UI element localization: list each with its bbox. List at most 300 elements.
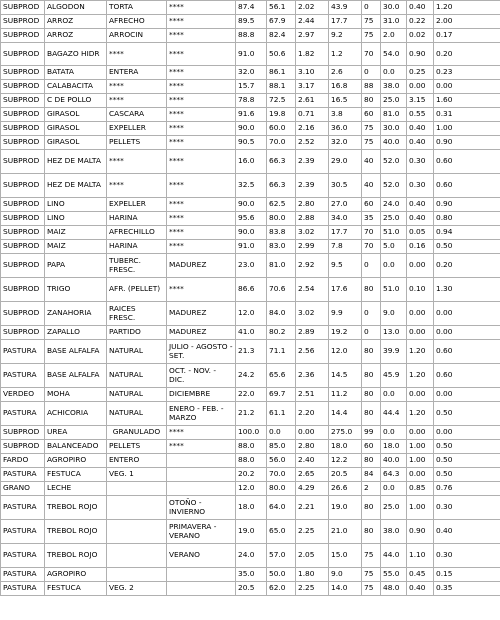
table-cell: SUBPROD [1, 254, 45, 278]
table-cell: 32.5 [236, 174, 267, 198]
table-cell: 0.02 [407, 29, 434, 43]
table-cell: 7.8 [329, 240, 362, 254]
table-cell: 2.89 [296, 326, 329, 340]
table-cell: 0.00 [407, 326, 434, 340]
table-cell: 0.40 [434, 520, 500, 544]
table-cell: 80 [362, 364, 381, 388]
table-cell: PASTURA [1, 340, 45, 364]
table-cell: 15.7 [236, 80, 267, 94]
table-cell: GIRASOL [45, 122, 107, 136]
table-cell: 0.25 [407, 66, 434, 80]
table-cell: 0.40 [407, 1, 434, 15]
table-row [1, 364, 500, 388]
table-cell: 25.0 [381, 94, 407, 108]
table-cell: 1.00 [407, 440, 434, 454]
table-cell: 0.55 [407, 108, 434, 122]
table-cell: 0.00 [407, 468, 434, 482]
table-cell: 11.2 [329, 388, 362, 402]
table-cell: 81.0 [267, 254, 296, 278]
table-cell: 2.16 [296, 122, 329, 136]
table-cell: 0.17 [434, 29, 500, 43]
table-row [1, 496, 500, 520]
table-cell: PASTURA [1, 544, 45, 568]
table-cell: 0.0 [381, 426, 407, 440]
table-cell: **** [167, 94, 236, 108]
table-cell: 0.0 [381, 388, 407, 402]
table-cell: 71.1 [267, 340, 296, 364]
table-cell: 64.3 [381, 468, 407, 482]
table-cell: 2.21 [296, 496, 329, 520]
table-cell: 60.0 [267, 122, 296, 136]
table-cell: 88 [362, 80, 381, 94]
table-cell: 0.30 [407, 150, 434, 174]
table-cell [167, 454, 236, 468]
table-cell: 0.90 [434, 136, 500, 150]
table-cell: 0.40 [407, 198, 434, 212]
table-cell: 26.6 [329, 482, 362, 496]
table-cell: 62.0 [267, 582, 296, 596]
table-cell: SUBPROD [1, 174, 45, 198]
table-cell: **** [167, 440, 236, 454]
table-cell: PARTIDO [107, 326, 167, 340]
table-cell: 0.00 [434, 426, 500, 440]
table-body [1, 1, 500, 596]
table-cell: ARROZ [45, 29, 107, 43]
table-row [1, 326, 500, 340]
table-cell: LINO [45, 212, 107, 226]
table-cell: 19.2 [329, 326, 362, 340]
table-cell: 0.20 [434, 43, 500, 66]
table-cell: 17.7 [329, 226, 362, 240]
table-cell: 0.20 [434, 254, 500, 278]
table-cell: 0.90 [407, 43, 434, 66]
table-cell: MADUREZ [167, 326, 236, 340]
table-cell: 86.6 [236, 278, 267, 302]
table-cell: ENTERO [107, 454, 167, 468]
table-cell: ACHICORIA [45, 402, 107, 426]
table-cell [167, 568, 236, 582]
table-cell: 0.94 [434, 226, 500, 240]
table-cell: 0.40 [407, 212, 434, 226]
table-cell: 4.29 [296, 482, 329, 496]
table-cell: BASE ALFALFA [45, 340, 107, 364]
table-cell: ZANAHORIA [45, 302, 107, 326]
table-row [1, 426, 500, 440]
table-cell: 1.00 [407, 454, 434, 468]
table-cell: 40 [362, 174, 381, 198]
table-cell: 24.0 [381, 198, 407, 212]
table-cell: 57.0 [267, 544, 296, 568]
table-cell: 30.0 [381, 1, 407, 15]
table-cell: MAIZ [45, 226, 107, 240]
table-cell: 41.0 [236, 326, 267, 340]
table-cell: 21.0 [329, 520, 362, 544]
table-row [1, 278, 500, 302]
table-row [1, 440, 500, 454]
table-cell: TUBERC. FRESC. [107, 254, 167, 278]
table-cell: PASTURA [1, 520, 45, 544]
table-cell: 0.0 [381, 254, 407, 278]
table-cell: 84 [362, 468, 381, 482]
table-cell: PELLETS [107, 136, 167, 150]
table-cell: ARROZ [45, 15, 107, 29]
table-cell: **** [167, 29, 236, 43]
table-cell: OCT. - NOV. - DIC. [167, 364, 236, 388]
table-cell: 0.50 [434, 454, 500, 468]
table-cell: NATURAL [107, 340, 167, 364]
table-cell: 275.0 [329, 426, 362, 440]
table-cell: SUBPROD [1, 198, 45, 212]
table-cell: SUBPROD [1, 440, 45, 454]
table-cell: 90.0 [236, 122, 267, 136]
table-cell: 80.2 [267, 326, 296, 340]
table-cell: 0.50 [434, 240, 500, 254]
table-cell: 30.0 [381, 122, 407, 136]
table-cell: SUBPROD [1, 326, 45, 340]
table-row [1, 94, 500, 108]
table-cell [167, 468, 236, 482]
table-cell: 0.90 [407, 520, 434, 544]
table-cell: 90.5 [236, 136, 267, 150]
table-cell: 70.6 [267, 278, 296, 302]
table-cell: 90.0 [236, 226, 267, 240]
table-cell: 13.0 [381, 326, 407, 340]
table-cell: 0.60 [434, 150, 500, 174]
table-cell: PASTURA [1, 402, 45, 426]
table-cell: 90.0 [236, 198, 267, 212]
table-cell: 0.45 [407, 568, 434, 582]
table-cell: 70.0 [267, 136, 296, 150]
table-cell: 0.00 [407, 426, 434, 440]
table-cell: 45.9 [381, 364, 407, 388]
table-cell: PASTURA [1, 364, 45, 388]
table-cell: TRIGO [45, 278, 107, 302]
table-cell: 0.15 [434, 568, 500, 582]
table-cell: 32.0 [329, 136, 362, 150]
table-cell: 30.5 [329, 174, 362, 198]
table-cell: 2.56 [296, 340, 329, 364]
table-cell: EXPELLER [107, 198, 167, 212]
table-cell: 35 [362, 212, 381, 226]
table-cell: SUBPROD [1, 80, 45, 94]
table-cell: ZAPALLO [45, 326, 107, 340]
table-cell: 1.20 [407, 402, 434, 426]
table-cell: 0.60 [434, 174, 500, 198]
table-cell: HEZ DE MALTA [45, 174, 107, 198]
table-cell: 19.8 [267, 108, 296, 122]
table-cell: 87.4 [236, 1, 267, 15]
table-cell: 75 [362, 29, 381, 43]
table-cell: VEG. 2 [107, 582, 167, 596]
table-cell: **** [167, 240, 236, 254]
table-cell: 80 [362, 520, 381, 544]
table-cell: 66.3 [267, 150, 296, 174]
table-cell: FARDO [1, 454, 45, 468]
table-row [1, 226, 500, 240]
table-cell: 24.0 [236, 544, 267, 568]
table-cell: 0.40 [407, 122, 434, 136]
table-cell: 60 [362, 440, 381, 454]
table-cell: 80 [362, 402, 381, 426]
table-cell [107, 496, 167, 520]
table-cell: **** [107, 94, 167, 108]
table-cell: TREBOL ROJO [45, 544, 107, 568]
table-cell: SUBPROD [1, 426, 45, 440]
table-cell: 0.60 [434, 364, 500, 388]
table-cell: MADUREZ [167, 254, 236, 278]
table-cell: SUBPROD [1, 150, 45, 174]
table-cell: **** [167, 150, 236, 174]
table-cell: 22.0 [236, 388, 267, 402]
table-cell: 0.00 [407, 80, 434, 94]
table-cell: 15.0 [329, 544, 362, 568]
table-cell: OTOÑO - INVIERNO [167, 496, 236, 520]
table-cell: 81.0 [381, 108, 407, 122]
table-cell: 35.0 [236, 568, 267, 582]
table-cell: 80.0 [267, 482, 296, 496]
table-row [1, 240, 500, 254]
table-cell: 0.90 [434, 198, 500, 212]
table-cell: FESTUCA [45, 468, 107, 482]
table-cell: GIRASOL [45, 136, 107, 150]
table-cell: 61.1 [267, 402, 296, 426]
table-cell: 80.0 [267, 212, 296, 226]
table-cell: 0.30 [407, 174, 434, 198]
table-cell: 2 [362, 482, 381, 496]
table-cell: SUBPROD [1, 66, 45, 80]
table-cell: 0.40 [407, 136, 434, 150]
table-cell: 3.8 [329, 108, 362, 122]
table-cell: 0.00 [407, 254, 434, 278]
table-cell: 2.88 [296, 212, 329, 226]
table-cell: **** [107, 150, 167, 174]
table-cell: 0.00 [434, 326, 500, 340]
table-row [1, 174, 500, 198]
table-cell: 0.50 [434, 440, 500, 454]
table-cell: 0 [362, 1, 381, 15]
table-cell: **** [167, 108, 236, 122]
table-cell: 12.0 [236, 482, 267, 496]
table-cell: SUBPROD [1, 226, 45, 240]
table-cell: NATURAL [107, 364, 167, 388]
table-cell: SUBPROD [1, 94, 45, 108]
table-cell: C DE POLLO [45, 94, 107, 108]
table-cell: **** [167, 278, 236, 302]
table-cell: 0.40 [407, 582, 434, 596]
table-cell: 91.0 [236, 43, 267, 66]
table-cell: 0.0 [381, 66, 407, 80]
table-cell: 60 [362, 108, 381, 122]
table-cell: 1.00 [407, 496, 434, 520]
table-cell: 44.0 [381, 544, 407, 568]
table-cell: 75 [362, 544, 381, 568]
table-cell: 50.6 [267, 43, 296, 66]
table-cell: 2.80 [296, 198, 329, 212]
table-cell: 100.0 [236, 426, 267, 440]
table-cell: 0 [362, 66, 381, 80]
table-cell: 21.2 [236, 402, 267, 426]
table-cell: 16.8 [329, 80, 362, 94]
table-cell: 2.52 [296, 136, 329, 150]
table-cell: 51.0 [381, 278, 407, 302]
table-cell: PRIMAVERA - VERANO [167, 520, 236, 544]
table-cell: 1.30 [434, 278, 500, 302]
table-cell: 70 [362, 240, 381, 254]
table-cell: 65.0 [267, 520, 296, 544]
table-cell: 0.85 [407, 482, 434, 496]
table-cell: CALABACITA [45, 80, 107, 94]
table-cell: 67.9 [267, 15, 296, 29]
table-cell [167, 482, 236, 496]
table-cell: 2.92 [296, 254, 329, 278]
table-row [1, 15, 500, 29]
table-row [1, 482, 500, 496]
table-cell: 2.05 [296, 544, 329, 568]
table-cell: 86.1 [267, 66, 296, 80]
table-cell: NATURAL [107, 402, 167, 426]
table-cell: 16.5 [329, 94, 362, 108]
table-cell: 75 [362, 582, 381, 596]
table-cell: 80 [362, 388, 381, 402]
table-cell: 34.0 [329, 212, 362, 226]
table-cell: NATURAL [107, 388, 167, 402]
table-cell: TREBOL ROJO [45, 496, 107, 520]
table-cell: 16.0 [236, 150, 267, 174]
table-cell: 0 [362, 302, 381, 326]
table-cell: 65.6 [267, 364, 296, 388]
table-cell: UREA [45, 426, 107, 440]
table-cell: 1.10 [407, 544, 434, 568]
table-cell: **** [167, 43, 236, 66]
table-cell: 80 [362, 496, 381, 520]
table-cell: 82.4 [267, 29, 296, 43]
table-cell: 2.51 [296, 388, 329, 402]
table-row [1, 136, 500, 150]
table-row [1, 568, 500, 582]
table-cell: 52.0 [381, 150, 407, 174]
table-cell: 2.25 [296, 582, 329, 596]
table-cell: CASCARA [107, 108, 167, 122]
table-cell: 80 [362, 94, 381, 108]
table-cell: SUBPROD [1, 122, 45, 136]
table-cell: AGROPIRO [45, 568, 107, 582]
table-cell: 2.02 [296, 1, 329, 15]
table-cell: 0.22 [407, 15, 434, 29]
table-cell: 39.9 [381, 340, 407, 364]
table-cell: 0.60 [434, 340, 500, 364]
table-cell: ALGODON [45, 1, 107, 15]
table-cell: 14.5 [329, 364, 362, 388]
table-cell: 40 [362, 150, 381, 174]
table-cell: BATATA [45, 66, 107, 80]
table-cell: HEZ DE MALTA [45, 150, 107, 174]
table-cell: **** [107, 43, 167, 66]
table-cell: 1.20 [407, 340, 434, 364]
table-cell: **** [167, 15, 236, 29]
table-cell: 1.20 [434, 1, 500, 15]
table-cell: 72.5 [267, 94, 296, 108]
table-cell: **** [107, 80, 167, 94]
table-cell: RAICES FRESC. [107, 302, 167, 326]
table-cell: 2.40 [296, 454, 329, 468]
table-cell: 50.0 [267, 568, 296, 582]
table-cell: PAPA [45, 254, 107, 278]
table-cell: **** [167, 198, 236, 212]
table-cell: 38.0 [381, 520, 407, 544]
table-cell: 25.0 [381, 212, 407, 226]
table-cell: PASTURA [1, 496, 45, 520]
table-cell: GRANO [1, 482, 45, 496]
table-cell: AFRECHILLO [107, 226, 167, 240]
table-cell: 64.0 [267, 496, 296, 520]
table-cell: 88.1 [267, 80, 296, 94]
table-cell: 17.7 [329, 15, 362, 29]
table-cell: 80 [362, 454, 381, 468]
table-cell: MADUREZ [167, 302, 236, 326]
table-cell: 78.8 [236, 94, 267, 108]
table-row [1, 43, 500, 66]
table-cell: 0.00 [434, 302, 500, 326]
table-cell: VERDEO [1, 388, 45, 402]
table-cell: SUBPROD [1, 302, 45, 326]
table-cell: 21.3 [236, 340, 267, 364]
table-row [1, 66, 500, 80]
table-cell: **** [167, 426, 236, 440]
table-cell: **** [167, 1, 236, 15]
table-cell: 20.2 [236, 468, 267, 482]
table-cell: **** [167, 226, 236, 240]
table-cell: 14.0 [329, 582, 362, 596]
table-cell: HARINA [107, 212, 167, 226]
table-cell: 12.0 [329, 340, 362, 364]
table-cell: 2.61 [296, 94, 329, 108]
table-cell: 20.5 [329, 468, 362, 482]
table-cell: 0.00 [434, 388, 500, 402]
table-cell: 2.97 [296, 29, 329, 43]
table-cell: PASTURA [1, 582, 45, 596]
table-cell: 66.3 [267, 174, 296, 198]
table-cell: 3.02 [296, 302, 329, 326]
table-row [1, 108, 500, 122]
table-row [1, 122, 500, 136]
table-cell: 60 [362, 198, 381, 212]
table-cell: 40.0 [381, 136, 407, 150]
table-cell: 0.05 [407, 226, 434, 240]
table-cell: 55.0 [381, 568, 407, 582]
table-cell: 3.10 [296, 66, 329, 80]
table-cell: 17.6 [329, 278, 362, 302]
table-cell: AGROPIRO [45, 454, 107, 468]
table-cell: AFRECHO [107, 15, 167, 29]
table-cell: 75 [362, 122, 381, 136]
table-cell: 0.76 [434, 482, 500, 496]
table-cell: MAIZ [45, 240, 107, 254]
table-cell: 2.39 [296, 174, 329, 198]
table-cell: **** [167, 66, 236, 80]
table-cell: 0.00 [407, 388, 434, 402]
table-cell: 0.23 [434, 66, 500, 80]
table-cell: 89.5 [236, 15, 267, 29]
table-cell [167, 582, 236, 596]
table-row [1, 468, 500, 482]
table-cell: SUBPROD [1, 108, 45, 122]
table-cell: 0.30 [434, 544, 500, 568]
table-cell: 38.0 [381, 80, 407, 94]
table-cell: TREBOL ROJO [45, 520, 107, 544]
table-cell: 99 [362, 426, 381, 440]
table-cell: 75 [362, 136, 381, 150]
table-cell: 69.7 [267, 388, 296, 402]
